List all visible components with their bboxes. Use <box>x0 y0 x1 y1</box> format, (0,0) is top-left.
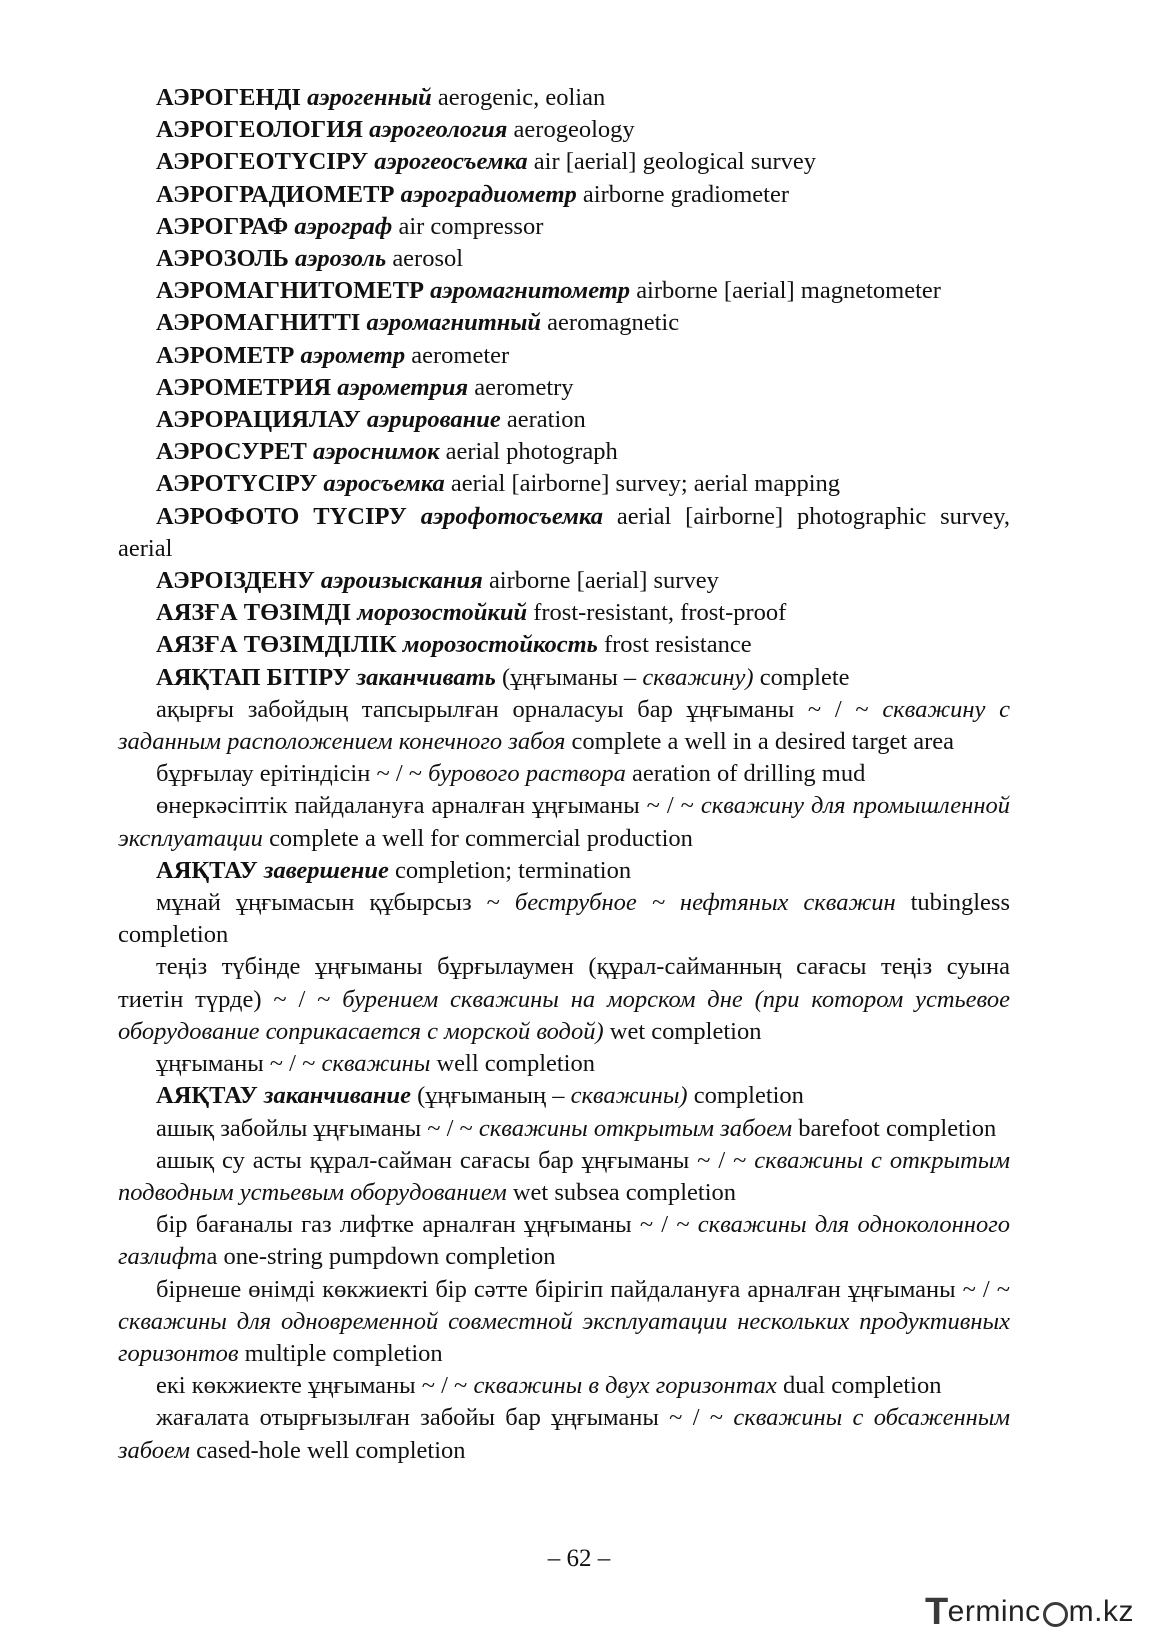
entry-text: airborne [aerial] survey <box>482 567 719 595</box>
watermark-middle: erminc <box>947 1595 1041 1628</box>
headword: АЭРОІЗДЕНУ <box>156 567 315 595</box>
entry-text: barefoot completion <box>792 1114 997 1142</box>
entry-text: wet subsea completion <box>506 1178 737 1206</box>
entry-text: complete a well for commercial production <box>262 824 693 852</box>
entry-text: multiple completion <box>238 1339 443 1367</box>
dictionary-entry <box>118 1274 1010 1371</box>
italic-phrase: скважины с обсаженным забоем <box>118 1404 1010 1464</box>
dictionary-entry <box>118 114 1010 146</box>
entry-text: aerometer <box>405 341 510 369</box>
russian-term: аэромагнитометр <box>430 277 631 305</box>
entry-text: complete a well in a desired target area <box>565 728 955 756</box>
russian-term: аэромагнитный <box>366 309 542 337</box>
entry-text: air [aerial] geological survey <box>527 148 817 176</box>
dictionary-entries <box>118 82 1010 1467</box>
italic-phrase: беструбное ~ нефтяных скважин <box>514 889 896 917</box>
entry-text: aerogenic, eolian <box>431 84 606 111</box>
dictionary-entry <box>118 629 1010 661</box>
entry-text: airborne gradiometer <box>576 180 789 208</box>
headword: АЯҚТАП БІТІРУ <box>156 663 351 691</box>
dictionary-entry <box>118 1048 1010 1080</box>
entry-text: airborne [aerial] magnetometer <box>630 277 941 305</box>
dictionary-entry <box>118 179 1010 211</box>
headword: АЭРОСУРЕТ <box>156 438 307 466</box>
entry-text: ұңғыманы ~ / ~ <box>156 1050 322 1078</box>
entry-text: complete <box>753 663 850 691</box>
dictionary-entry <box>118 565 1010 597</box>
dictionary-entry <box>118 404 1010 436</box>
headword: АЭРОЗОЛЬ <box>156 245 289 273</box>
entry-text: бірнеше өнімді көкжиекті бір сәтте бірігіп пайдалануға арналған ұңғыманы ~ / ~ <box>156 1275 1010 1303</box>
page-number: – 62 – <box>547 1545 611 1572</box>
italic-phrase: скважины) <box>570 1082 688 1110</box>
dictionary-entry <box>118 468 1010 500</box>
headword: АЭРОГЕОТҮСІРУ <box>156 148 369 176</box>
russian-term: аэрозоль <box>294 245 387 273</box>
entry-text: aerial [airborne] photographic survey, aerial <box>118 502 1010 562</box>
entry-text: aeration <box>500 406 586 434</box>
watermark-logo <box>924 1590 1134 1633</box>
dictionary-entry <box>118 887 1010 951</box>
dictionary-entry <box>118 790 1010 854</box>
entry-text: теңіз түбінде ұңғыманы бұрғылаумен (құрал-сайманның сағасы теңіз суына тиетін түрде) ~ / ~ <box>118 953 1010 1013</box>
entry-text: frost resistance <box>597 631 752 659</box>
watermark-prefix: T <box>924 1590 949 1633</box>
russian-term: аэрогеосъемка <box>374 148 528 176</box>
entry-text: aerial photograph <box>439 438 618 466</box>
entry-text: frost-resistant, frost-proof <box>527 599 787 627</box>
watermark-suffix: m.kz <box>1068 1595 1134 1628</box>
dictionary-entry <box>118 1209 1010 1273</box>
headword: АЭРОМЕТРИЯ <box>156 373 332 401</box>
magnifier-icon <box>1043 1602 1068 1627</box>
entry-text: ашық забойлы ұңғыманы ~ / ~ <box>156 1114 479 1142</box>
headword: АЯЗҒА ТӨЗІМДІЛІК <box>156 631 397 659</box>
entry-text: aerogeology <box>507 116 635 144</box>
entry-text: cased-hole well completion <box>189 1436 466 1464</box>
dictionary-entry <box>118 1145 1010 1209</box>
russian-term: аэросъемка <box>323 470 445 498</box>
russian-term: заканчивание <box>263 1082 412 1110</box>
headword: АЭРОТҮСІРУ <box>156 470 318 498</box>
entry-text: completion <box>687 1082 804 1110</box>
dictionary-entry <box>118 146 1010 178</box>
russian-term: морозостойкий <box>357 599 528 627</box>
dictionary-entry <box>118 211 1010 243</box>
dictionary-entry <box>118 436 1010 468</box>
dictionary-entry <box>118 1080 1010 1112</box>
entry-text: жағалата отырғызылған забойы бар ұңғыманы ~ / ~ <box>156 1404 734 1432</box>
headword: АЭРОМАГНИТОМЕТР <box>156 277 424 305</box>
italic-phrase: скважины открытым забоем <box>478 1114 793 1142</box>
headword: АЯЗҒА ТӨЗІМДІ <box>156 599 352 627</box>
russian-term: завершение <box>263 856 389 884</box>
dictionary-entry <box>118 1402 1010 1466</box>
entry-text: а one-string pumpdown completion <box>206 1243 556 1271</box>
entry-text: өнеркәсіптік пайдалануға арналған ұңғыманы ~ / ~ <box>156 792 701 820</box>
headword: АЯҚТАУ <box>156 856 258 884</box>
entry-text: екі көкжиекте ұңғыманы ~ / ~ <box>156 1372 474 1400</box>
entry-text: dual completion <box>776 1372 942 1400</box>
dictionary-entry <box>118 275 1010 307</box>
dictionary-entry <box>118 1370 1010 1402</box>
russian-term: аэрогенный <box>307 84 432 111</box>
entry-text: ашық су асты құрал-сайман сағасы бар ұңғыманы ~ / ~ <box>156 1146 755 1174</box>
dictionary-entry <box>118 694 1010 758</box>
russian-term: морозостойкость <box>402 631 598 659</box>
headword: АЭРОГРАДИОМЕТР <box>156 180 395 208</box>
italic-phrase: скважину с заданным расположением конечного забоя <box>118 695 1011 756</box>
italic-phrase: скважины в двух горизонтах <box>473 1372 777 1400</box>
dictionary-entry <box>118 340 1010 372</box>
russian-term: аэроснимок <box>313 438 440 466</box>
entry-text <box>407 503 421 530</box>
headword: АЭРОГЕОЛОГИЯ <box>156 116 363 144</box>
russian-term: аэроградиометр <box>400 180 577 208</box>
entry-text: (ұңғыманы – <box>495 663 643 691</box>
russian-term: аэрометр <box>300 341 406 369</box>
headword: АЭРОМЕТР <box>156 341 295 369</box>
italic-phrase: скважину для промышленной эксплуатации <box>118 792 1010 852</box>
dictionary-entry <box>118 372 1010 404</box>
russian-term: аэроизыскания <box>320 567 483 595</box>
russian-term: аэрогеология <box>369 116 508 144</box>
headword: АЭРОГРАФ <box>156 212 289 240</box>
italic-phrase: скважину) <box>642 663 754 691</box>
italic-phrase: бурового раствора <box>428 760 626 788</box>
dictionary-entry <box>118 82 1010 114</box>
headword: АЭРОФОТО ТҮСІРУ <box>156 502 407 530</box>
headword: АЯҚТАУ <box>156 1082 258 1110</box>
headword: АЭРОГЕНДІ <box>156 84 301 111</box>
dictionary-entry <box>118 501 1010 565</box>
italic-phrase: скважины <box>321 1050 431 1078</box>
russian-term: заканчивать <box>356 663 496 691</box>
entry-text: ақырғы забойдың тапсырылған орналасуы бар ұңғыманы ~ / ~ <box>156 695 883 723</box>
entry-text: мұнай ұңғымасын құбырсыз ~ <box>156 889 515 917</box>
italic-phrase: скважины для одновременной совместной эксплуатации нескольких продуктивных горизонтов <box>118 1307 1010 1367</box>
dictionary-entry <box>118 951 1010 1048</box>
entry-text: well completion <box>430 1050 595 1078</box>
entry-text: aerial [airborne] survey; aerial mapping <box>444 470 841 498</box>
headword: АЭРОРАЦИЯЛАУ <box>156 406 361 434</box>
dictionary-entry <box>118 662 1010 694</box>
headword: АЭРОМАГНИТТІ <box>156 309 361 337</box>
dictionary-entry <box>118 1113 1010 1145</box>
dictionary-entry <box>118 307 1010 339</box>
italic-phrase: бурением скважины на морском дне (при котором устьевое оборудование соприкасается с морской водой) <box>118 985 1010 1045</box>
entry-text: completion; termination <box>388 856 632 884</box>
italic-phrase: скважины для одноколонного газлифт <box>118 1211 1011 1271</box>
russian-term: аэрометрия <box>337 373 469 401</box>
dictionary-entry <box>118 597 1010 629</box>
russian-term: аэрирование <box>366 406 501 434</box>
entry-text: aeration of drilling mud <box>625 760 866 788</box>
entry-text: aerometry <box>468 373 574 401</box>
entry-text: aeromagnetic <box>541 309 680 337</box>
entry-text: бұрғылау ерітіндісін ~ / ~ <box>156 760 429 788</box>
entry-text: wet completion <box>603 1017 762 1045</box>
russian-term: аэрофотосъемка <box>420 502 603 530</box>
russian-term: аэрограф <box>294 212 393 240</box>
entry-text: бір бағаналы газ лифтке арналған ұңғыманы ~ / ~ <box>156 1211 698 1239</box>
italic-phrase: скважины с открытым подводным устьевым оборудованием <box>118 1146 1010 1206</box>
dictionary-entry <box>118 758 1010 790</box>
entry-text: air compressor <box>392 212 544 240</box>
dictionary-entry <box>118 855 1010 887</box>
dictionary-entry <box>118 243 1010 275</box>
entry-text: (ұңғыманың – <box>411 1082 571 1110</box>
entry-text: aerosol <box>386 245 464 273</box>
entry-text: tubingless completion <box>118 889 1010 949</box>
